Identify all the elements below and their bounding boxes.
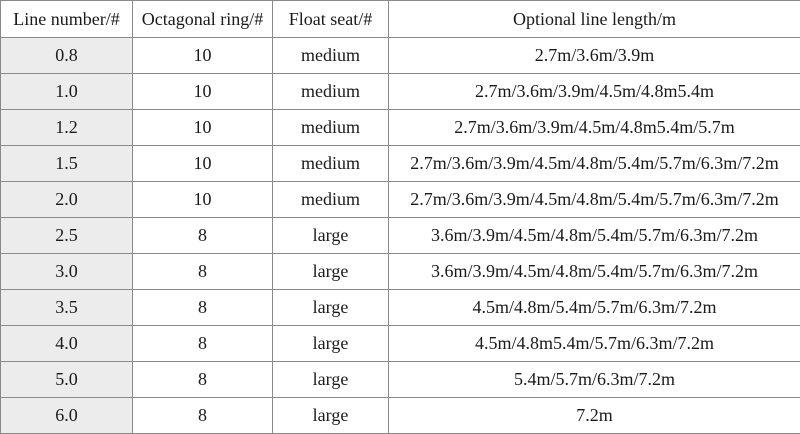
header-float-seat: Float seat/# (273, 1, 389, 38)
table-row (1, 38, 800, 74)
float-seat-cell: medium (273, 182, 389, 218)
float-seat-cell: large (273, 254, 389, 290)
octagonal-ring-cell: 8 (133, 398, 273, 434)
octagonal-ring-cell: 8 (133, 218, 273, 254)
line-length-cell: 2.7m/3.6m/3.9m (389, 38, 800, 74)
line-number-cell: 0.8 (1, 38, 133, 74)
line-length-cell: 4.5m/4.8m5.4m/5.7m/6.3m/7.2m (389, 326, 800, 362)
octagonal-ring-cell: 8 (133, 254, 273, 290)
float-seat-cell: large (273, 398, 389, 434)
table-row (1, 290, 800, 326)
table-row (1, 146, 800, 182)
header-octagonal-ring: Octagonal ring/# (133, 1, 273, 38)
float-seat-cell: medium (273, 38, 389, 74)
line-length-cell: 3.6m/3.9m/4.5m/4.8m/5.4m/5.7m/6.3m/7.2m (389, 254, 800, 290)
line-length-cell: 2.7m/3.6m/3.9m/4.5m/4.8m/5.4m/5.7m/6.3m/7.2m (389, 182, 800, 218)
octagonal-ring-cell: 10 (133, 146, 273, 182)
octagonal-ring-cell: 8 (133, 290, 273, 326)
line-number-cell: 5.0 (1, 362, 133, 398)
float-seat-cell: large (273, 218, 389, 254)
octagonal-ring-cell: 10 (133, 74, 273, 110)
table-row (1, 398, 800, 434)
float-seat-cell: medium (273, 74, 389, 110)
line-length-cell: 4.5m/4.8m/5.4m/5.7m/6.3m/7.2m (389, 290, 800, 326)
table-body (1, 38, 800, 434)
line-length-cell: 2.7m/3.6m/3.9m/4.5m/4.8m/5.4m/5.7m/6.3m/7.2m (389, 146, 800, 182)
header-line-number: Line number/# (1, 1, 133, 38)
table-row (1, 74, 800, 110)
line-number-cell: 4.0 (1, 326, 133, 362)
float-seat-cell: large (273, 290, 389, 326)
table-row (1, 362, 800, 398)
line-number-cell: 3.5 (1, 290, 133, 326)
line-length-cell: 7.2m (389, 398, 800, 434)
line-number-cell: 1.5 (1, 146, 133, 182)
line-number-cell: 1.2 (1, 110, 133, 146)
line-number-cell: 1.0 (1, 74, 133, 110)
table-row (1, 182, 800, 218)
octagonal-ring-cell: 10 (133, 182, 273, 218)
header-optional-line-length: Optional line length/m (389, 1, 800, 38)
header-row (1, 1, 800, 38)
line-length-cell: 2.7m/3.6m/3.9m/4.5m/4.8m5.4m (389, 74, 800, 110)
octagonal-ring-cell: 8 (133, 362, 273, 398)
table-row (1, 218, 800, 254)
table-row (1, 110, 800, 146)
line-number-cell: 6.0 (1, 398, 133, 434)
octagonal-ring-cell: 10 (133, 38, 273, 74)
octagonal-ring-cell: 10 (133, 110, 273, 146)
table-row (1, 254, 800, 290)
line-number-cell: 2.0 (1, 182, 133, 218)
line-number-cell: 3.0 (1, 254, 133, 290)
line-length-cell: 5.4m/5.7m/6.3m/7.2m (389, 362, 800, 398)
line-length-cell: 3.6m/3.9m/4.5m/4.8m/5.4m/5.7m/6.3m/7.2m (389, 218, 800, 254)
float-seat-cell: medium (273, 146, 389, 182)
line-number-cell: 2.5 (1, 218, 133, 254)
octagonal-ring-cell: 8 (133, 326, 273, 362)
float-seat-cell: large (273, 326, 389, 362)
table-row (1, 326, 800, 362)
float-seat-cell: medium (273, 110, 389, 146)
float-seat-cell: large (273, 362, 389, 398)
line-length-cell: 2.7m/3.6m/3.9m/4.5m/4.8m5.4m/5.7m (389, 110, 800, 146)
